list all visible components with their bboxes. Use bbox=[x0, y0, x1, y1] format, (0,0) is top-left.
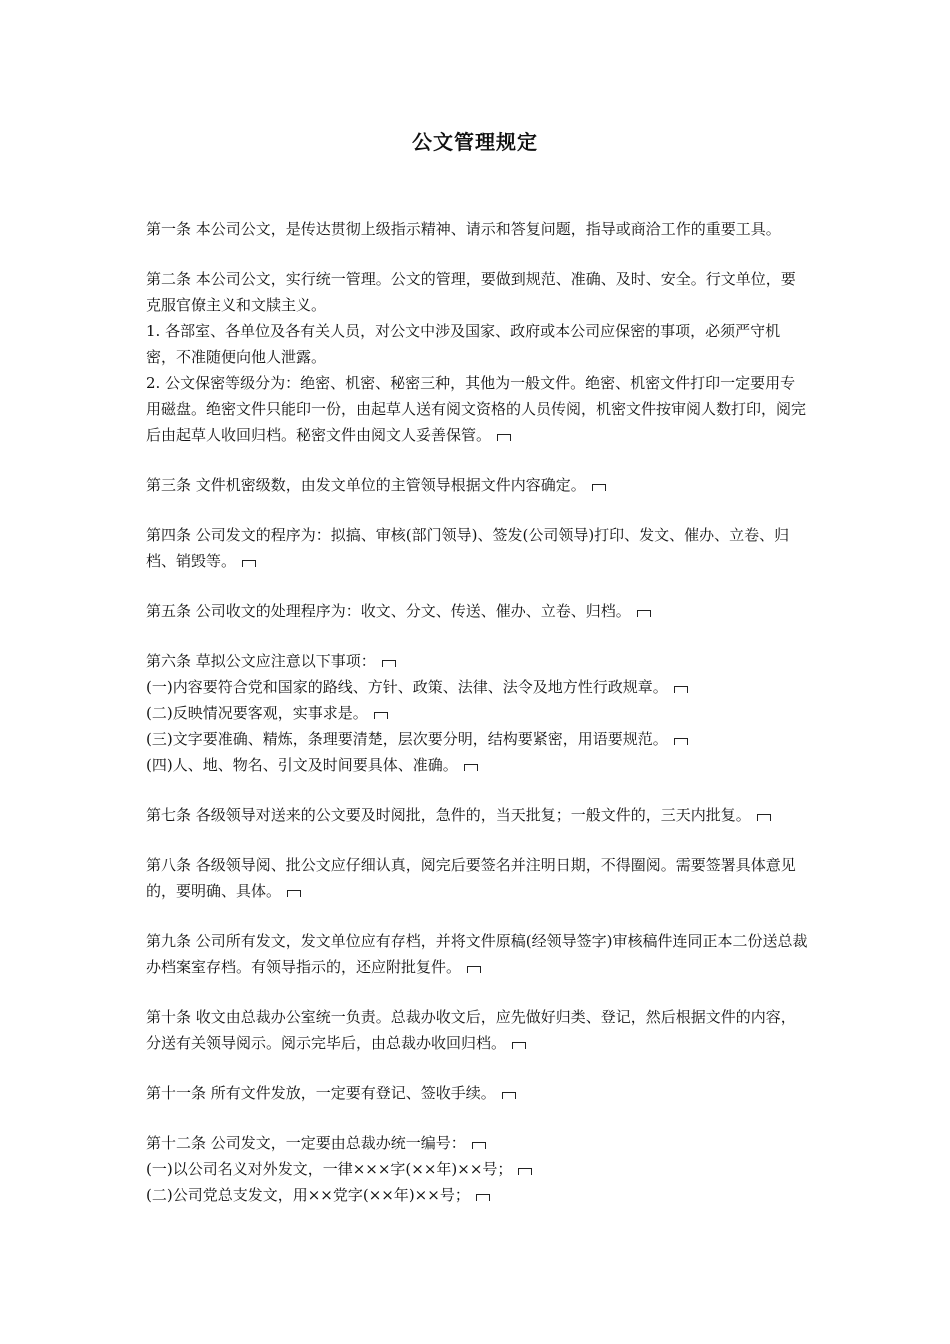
paragraph-mark-icon bbox=[467, 966, 481, 973]
paragraph-mark-icon bbox=[476, 1194, 490, 1201]
article-line bbox=[146, 370, 810, 448]
paragraph-mark-icon bbox=[674, 738, 688, 745]
article-text: 第六条 草拟公文应注意以下事项： bbox=[146, 652, 376, 670]
article-line bbox=[146, 648, 810, 674]
article-line bbox=[146, 598, 810, 624]
article-line bbox=[146, 216, 810, 242]
paragraph-mark-icon bbox=[512, 1042, 526, 1049]
article-section bbox=[146, 1004, 810, 1056]
article-text: 第十一条 所有文件发放，一定要有登记、签收手续。 bbox=[146, 1084, 496, 1102]
paragraph-mark-icon bbox=[382, 660, 396, 667]
article-section bbox=[146, 1080, 810, 1106]
article-line bbox=[146, 802, 810, 828]
article-text: 第七条 各级领导对送来的公文要及时阅批，急件的，当天批复；一般文件的，三天内批复。 bbox=[146, 806, 751, 824]
article-line bbox=[146, 726, 810, 752]
article-text: 第十条 收文由总裁办公室统一负责。总裁办收文后，应先做好归类、登记，然后根据文件的内容，分送有关领导阅示。阅示完毕后，由总裁办收回归档。 bbox=[146, 1008, 796, 1052]
article-text: (三)文字要准确、精炼，条理要清楚，层次要分明，结构要紧密，用语要规范。 bbox=[146, 730, 668, 748]
article-line bbox=[146, 1156, 810, 1182]
article-text: (一)内容要符合党和国家的路线、方针、政策、法律、法令及地方性行政规章。 bbox=[146, 678, 668, 696]
article-line bbox=[146, 522, 810, 574]
article-section bbox=[146, 1130, 810, 1208]
article-line bbox=[146, 752, 810, 778]
article-line bbox=[146, 1080, 810, 1106]
document-body bbox=[146, 216, 810, 1232]
article-section bbox=[146, 598, 810, 624]
article-line bbox=[146, 1004, 810, 1056]
article-section bbox=[146, 648, 810, 778]
article-section bbox=[146, 852, 810, 904]
article-text: (四)人、地、物名、引文及时间要具体、准确。 bbox=[146, 756, 458, 774]
paragraph-mark-icon bbox=[497, 434, 511, 441]
article-section bbox=[146, 802, 810, 828]
paragraph-mark-icon bbox=[518, 1168, 532, 1175]
article-line bbox=[146, 1182, 810, 1208]
article-text: 第一条 本公司公文，是传达贯彻上级指示精神、请示和答复问题，指导或商洽工作的重要工具。 bbox=[146, 220, 781, 238]
paragraph-mark-icon bbox=[674, 686, 688, 693]
paragraph-mark-icon bbox=[757, 814, 771, 821]
article-section bbox=[146, 522, 810, 574]
article-section bbox=[146, 216, 810, 242]
article-text: (二)反映情况要客观，实事求是。 bbox=[146, 704, 368, 722]
paragraph-mark-icon bbox=[464, 764, 478, 771]
article-line bbox=[146, 1130, 810, 1156]
document-title: 公文管理规定 bbox=[412, 130, 538, 154]
article-text: 第三条 文件机密级数，由发文单位的主管领导根据文件内容确定。 bbox=[146, 476, 586, 494]
article-section bbox=[146, 472, 810, 498]
paragraph-mark-icon bbox=[242, 560, 256, 567]
article-line bbox=[146, 674, 810, 700]
paragraph-mark-icon bbox=[502, 1092, 516, 1099]
article-text: (二)公司党总支发文，用××党字(××年)××号； bbox=[146, 1186, 470, 1204]
article-text: 第八条 各级领导阅、批公文应仔细认真，阅完后要签名并注明日期，不得圈阅。需要签署具体意见的，要明确、具体。 bbox=[146, 856, 796, 900]
article-line bbox=[146, 318, 810, 370]
paragraph-mark-icon bbox=[374, 712, 388, 719]
article-text: 第五条 公司收文的处理程序为：收文、分文、传送、催办、立卷、归档。 bbox=[146, 602, 631, 620]
article-text: 1. 各部室、各单位及各有关人员，对公文中涉及国家、政府或本公司应保密的事项，必须严守机密，不准随便向他人泄露。 bbox=[146, 322, 781, 366]
paragraph-mark-icon bbox=[472, 1142, 486, 1149]
paragraph-mark-icon bbox=[637, 610, 651, 617]
article-text: 第四条 公司发文的程序为：拟搞、审核(部门领导)、签发(公司领导)打印、发文、催办、立卷、归档、销毁等。 bbox=[146, 526, 790, 570]
article-line bbox=[146, 852, 810, 904]
article-text: 2. 公文保密等级分为：绝密、机密、秘密三种，其他为一般文件。绝密、机密文件打印一定要用专用磁盘。绝密文件只能印一份，由起草人送有阅文资格的人员传阅，机密文件按审阅人数打印，阅完后由起草人收回归档。秘密文件由阅文人妥善保管。 bbox=[146, 374, 807, 444]
article-section bbox=[146, 266, 810, 448]
article-text: (一)以公司名义对外发文，一律×××字(××年)××号； bbox=[146, 1160, 513, 1178]
article-section bbox=[146, 928, 810, 980]
article-line bbox=[146, 472, 810, 498]
article-line bbox=[146, 700, 810, 726]
paragraph-mark-icon bbox=[592, 484, 606, 491]
article-text: 第十二条 公司发文，一定要由总裁办统一编号： bbox=[146, 1134, 466, 1152]
paragraph-mark-icon bbox=[287, 890, 301, 897]
article-text: 第九条 公司所有发文，发文单位应有存档，并将文件原稿(经领导签字)审核稿件连同正本二份送总裁办档案室存档。有领导指示的，还应附批复件。 bbox=[146, 932, 808, 976]
article-line bbox=[146, 266, 810, 318]
article-line bbox=[146, 928, 810, 980]
article-text: 第二条 本公司公文，实行统一管理。公文的管理，要做到规范、准确、及时、安全。行文单位，要克服官僚主义和文牍主义。 bbox=[146, 270, 796, 314]
